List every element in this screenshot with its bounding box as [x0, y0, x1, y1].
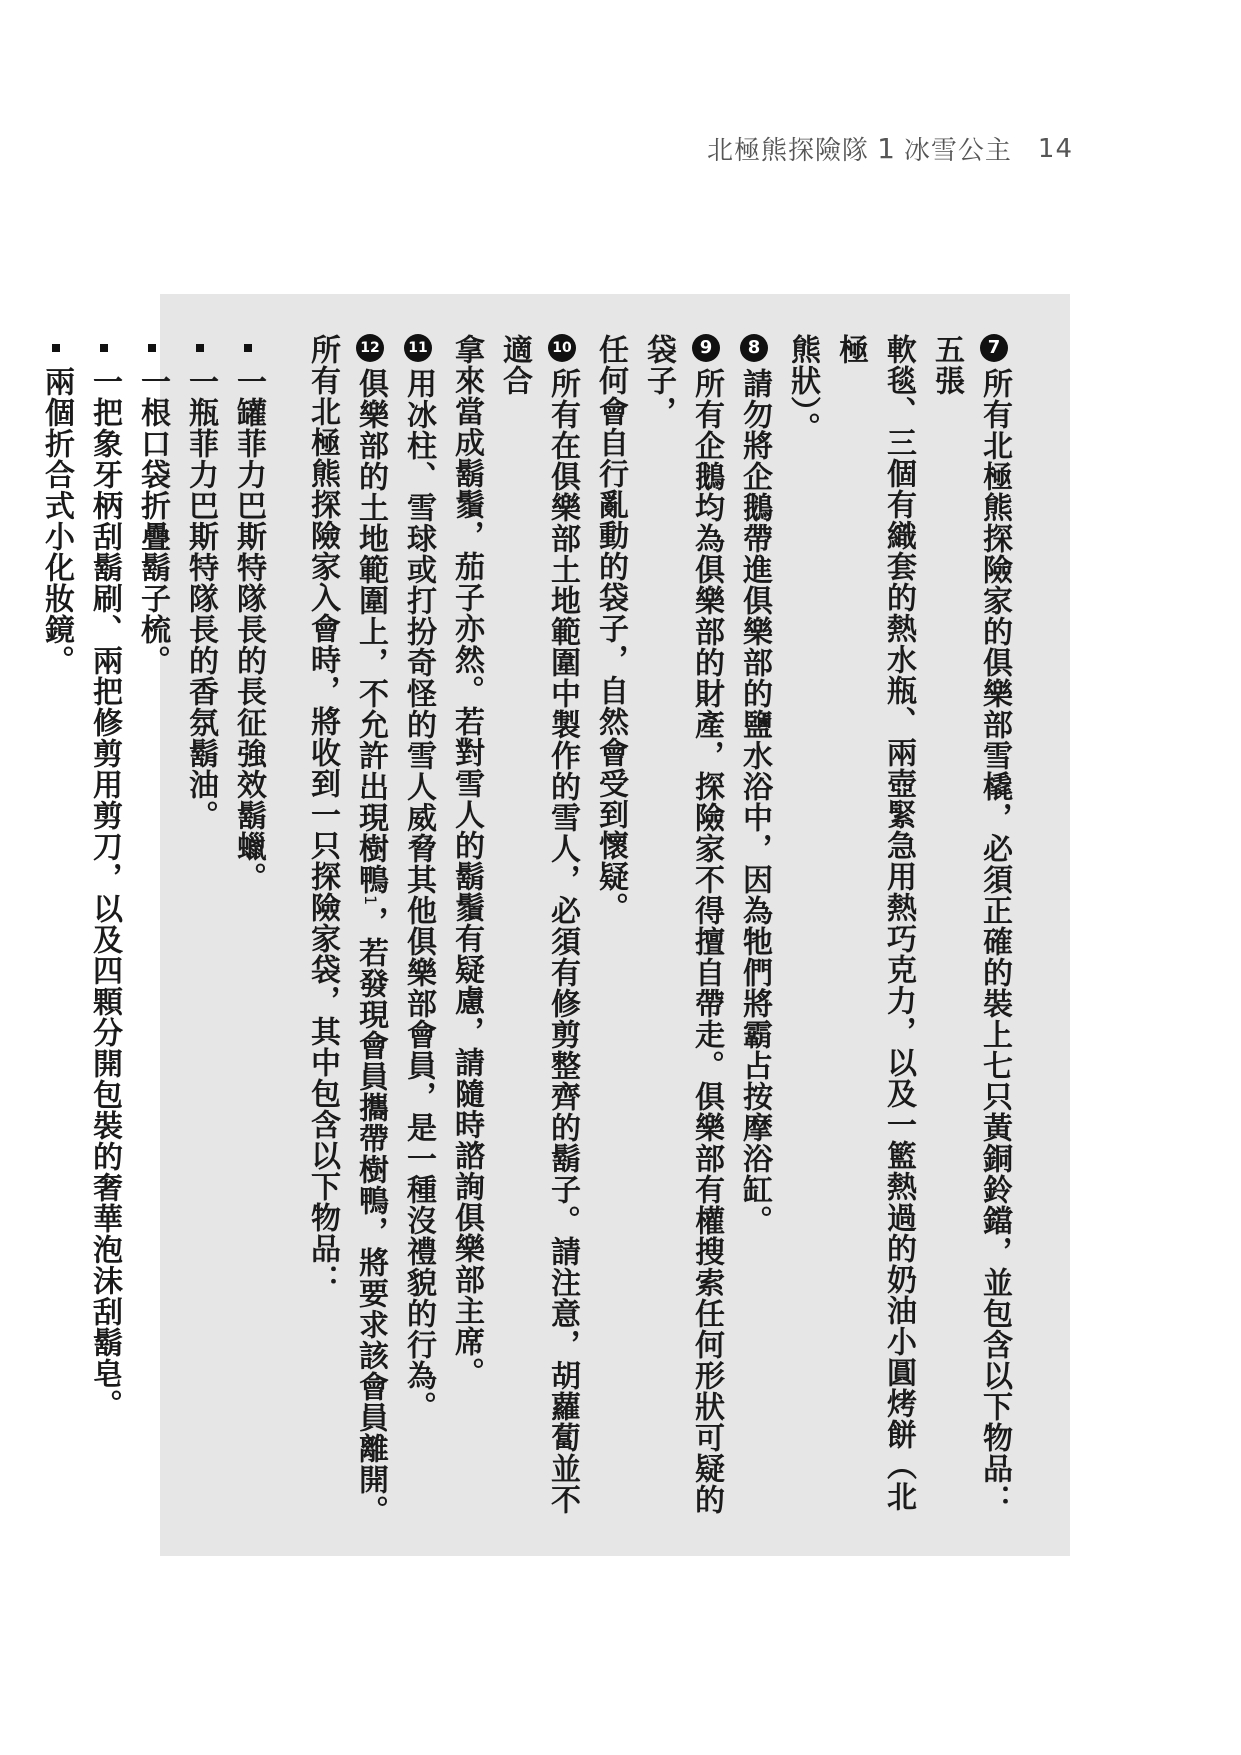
rule-text: 任何會自行亂動的袋子，自然會受到懷疑。 — [593, 334, 628, 923]
rule-number-badge: 10 — [548, 334, 576, 362]
rule-text: 俱樂部的土地範圍上，不允許出現樹鴨 — [353, 368, 388, 895]
rule-11 — [394, 334, 442, 1534]
list-item — [224, 334, 272, 1534]
rule-text: 請勿將企鵝帶進俱樂部的鹽水浴中，因為牠們將霸占按摩浴缸。 — [737, 368, 772, 1236]
rule-9-line-2 — [586, 334, 634, 1534]
list-item-text: 一根口袋折疊鬍子梳。 — [135, 366, 170, 676]
rule-9 — [634, 334, 730, 1534]
book-title: 北極熊探險隊 — [707, 136, 870, 166]
rule-text: 用冰柱、雪球或打扮奇怪的雪人威脅其他俱樂部會員，是一種沒禮貌的行為。 — [401, 368, 436, 1422]
rule-10 — [490, 334, 586, 1534]
rule-number-badge: 7 — [980, 334, 1008, 362]
bullet-icon — [196, 344, 204, 352]
rule-7-line-2 — [826, 334, 922, 1534]
bullet-icon — [100, 344, 108, 352]
bullet-icon — [52, 344, 60, 352]
rule-text: 所有企鵝均為俱樂部的財產，探險家不得擅自帶走。俱樂部有權搜索任何形狀可疑的袋子， — [641, 334, 724, 1515]
rule-text: 軟毯、三個有織套的熱水瓶、兩壺緊急用熱巧克力，以及一籃熱過的奶油小圓烤餅（北極 — [833, 334, 916, 1512]
rule-text: 所有在俱樂部土地範圍中製作的雪人，必須有修剪整齊的鬍子。請注意，胡蘿蔔並不適合 — [497, 334, 580, 1515]
bullet-icon — [244, 344, 252, 352]
rule-7-line-3 — [778, 334, 826, 1534]
list-item-text: 一把象牙柄刮鬍刷、兩把修剪用剪刀，以及四顆分開包裝的奢華泡沫刮鬍皂。 — [87, 366, 122, 1420]
list-item — [32, 334, 80, 1534]
bullet-icon — [148, 344, 156, 352]
rule-12 — [346, 334, 394, 1534]
page-number: 14 — [1037, 133, 1073, 164]
footnote-marker: 1 — [361, 895, 380, 907]
running-header — [707, 130, 1073, 167]
intro-paragraph — [298, 334, 346, 1534]
list-item — [128, 334, 176, 1534]
rules-panel — [39, 294, 1070, 1556]
list-item — [176, 334, 224, 1534]
rule-text: 所有北極熊探險家的俱樂部雪橇，必須正確的裝上七只黃銅鈴鐺，並包含以下物品：五張 — [929, 334, 1012, 1515]
rule-text: 熊狀）。 — [785, 334, 820, 443]
rule-7 — [922, 334, 1018, 1534]
vertical-text-block — [32, 334, 1018, 1534]
intro-text: 所有北極熊探險家入會時，將收到一只探險家袋，其中包含以下物品： — [305, 334, 340, 1295]
rule-text: 拿來當成鬍鬚，茄子亦然。若對雪人的鬍鬚有疑慮，請隨時諮詢俱樂部主席。 — [449, 334, 484, 1388]
rule-number-badge: 8 — [740, 334, 768, 362]
list-item-text: 一瓶菲力巴斯特隊長的香氛鬍油。 — [183, 366, 218, 831]
rule-number-badge: 11 — [404, 334, 432, 362]
rule-number-badge: 12 — [356, 334, 384, 362]
book-subtitle: 冰雪公主 — [903, 136, 1012, 166]
list-item-text: 一罐菲力巴斯特隊長的長征強效鬍蠟。 — [231, 366, 266, 893]
volume-number: 1 — [877, 132, 896, 165]
rule-number-badge: 9 — [692, 334, 720, 362]
rule-8 — [730, 334, 778, 1534]
list-item-text: 兩個折合式小化妝鏡。 — [39, 366, 74, 676]
list-item — [80, 334, 128, 1534]
rule-10-line-2 — [442, 334, 490, 1534]
rule-text: ，若發現會員攜帶樹鴨，將要求該會員離開。 — [353, 906, 388, 1527]
